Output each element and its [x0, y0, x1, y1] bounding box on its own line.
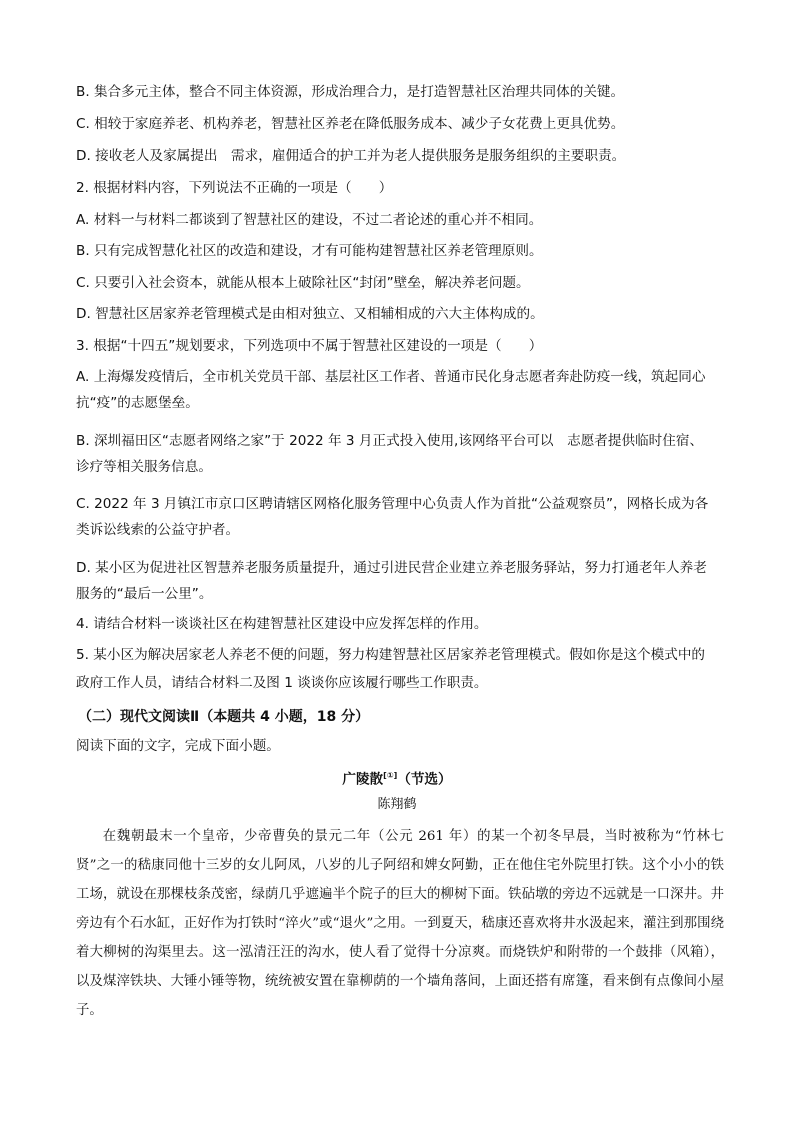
q3-option-a-line2: 抗“疫”的志愿堡垒。 [76, 395, 199, 411]
q3-option-b-line2: 诊疗等相关服务信息。 [76, 459, 212, 475]
q4-stem: 4. 请结合材料一谈谈社区在构建智慧社区建设中应发挥怎样的作用。 [76, 616, 488, 632]
article-author: 陈翔鹤 [377, 797, 417, 812]
q3-stem: 3. 根据“十四五”规划要求，下列选项中不属于智慧社区建设的一项是（ ） [76, 338, 543, 354]
article-title-text: 广陵散 [342, 771, 384, 788]
section-heading: （二）现代文阅读Ⅱ（本题共 4 小题，18 分） [78, 709, 370, 725]
q1-option-c: C. 相较于家庭养老、机构养老，智慧社区养老在降低服务成本、减少子女花费上更具优势。 [76, 116, 625, 132]
q5-stem-line2: 政府工作人员，请结合材料二及图 1 谈谈你应该履行哪些工作职责。 [76, 675, 488, 691]
q5-stem-line1: 5. 某小区为解决居家老人养老不便的问题，努力构建智慧社区居家养老管理模式。假如你是这个模式中的 [76, 647, 706, 663]
q2-option-a: A. 材料一与材料二都谈到了智慧社区的建设，不过二者论述的重心并不相同。 [76, 212, 543, 228]
q3-option-c-line1: C. 2022 年 3 月镇江市京口区聘请辖区网格化服务管理中心负责人作为首批“公益观察员”，网格长成为各 [76, 496, 709, 512]
q2-stem: 2. 根据材料内容，下列说法不正确的一项是（ ） [76, 180, 393, 196]
section-instruction: 阅读下面的文字，完成下面小题。 [76, 738, 280, 754]
article-title [0, 766, 794, 790]
article-paragraph: 在魏朝最末一个皇帝，少帝曹奂的景元二年（公元 261 年）的某一个初冬早晨，当时被称为“竹林七贤”之一的嵇康同他十三岁的女儿阿凤，八岁的儿子阿绍和婢女阿勤，正在他住宅外院里打铁。这个小小的铁工场，就设在那棵枝条茂密，绿荫几乎遮遍半个院子的巨大的柳树下面。铁砧墩的旁边不远就是一口深井。井旁边有个石水缸，正好作为打铁时“淬火”或“退火”之用。一到夏天，嵇康还喜欢将井水汲起来，灌注到那围绕着大柳树的沟渠里去。这一泓清汪汪的沟水，使人看了觉得十分凉爽。而烧铁炉和附带的一个鼓排（风箱），以及煤滓铁块、大锤小锤等物，统统被安置在靠柳荫的一个墙角落间，上面还搭有席篷，看来倒有点像间小屋子。 [76, 829, 724, 1018]
q2-option-d: D. 智慧社区居家养老管理模式是由相对独立、又相辅相成的六大主体构成的。 [76, 306, 544, 322]
q2-option-b: B. 只有完成智慧化社区的改造和建设，才有可能构建智慧社区养老管理原则。 [76, 243, 543, 259]
q1-option-d: D. 接收老人及家属提出 需求，雇佣适合的护工并为老人提供服务是服务组织的主要职责。 [76, 148, 626, 164]
article-title-suffix: （节选） [397, 771, 452, 788]
q3-option-b-line1: B. 深圳福田区“志愿者网络之家”于 2022 年 3 月正式投入使用,该网络平台可以 志愿者提供临时住宿、 [76, 433, 704, 449]
q3-option-d-line2: 服务的“最后一公里”。 [76, 586, 213, 602]
q3-option-a-line1: A. 上海爆发疫情后，全市机关党员干部、基层社区工作者、普通市民化身志愿者奔赴防疫一线，筑起同心 [76, 369, 706, 385]
q2-option-c: C. 只要引入社会资本，就能从根本上破除社区“封闭”壁垒，解决养老问题。 [76, 275, 530, 291]
footnote-mark: [①] [383, 771, 398, 780]
q3-option-c-line2: 类诉讼线索的公益守护者。 [76, 522, 240, 538]
q3-option-d-line1: D. 某小区为促进社区智慧养老服务质量提升，通过引进民营企业建立养老服务驿站，努力打通老年人养老 [76, 560, 707, 576]
q1-option-b: B. 集合多元主体，整合不同主体资源，形成治理合力，是打造智慧社区治理共同体的关键。 [76, 84, 625, 100]
